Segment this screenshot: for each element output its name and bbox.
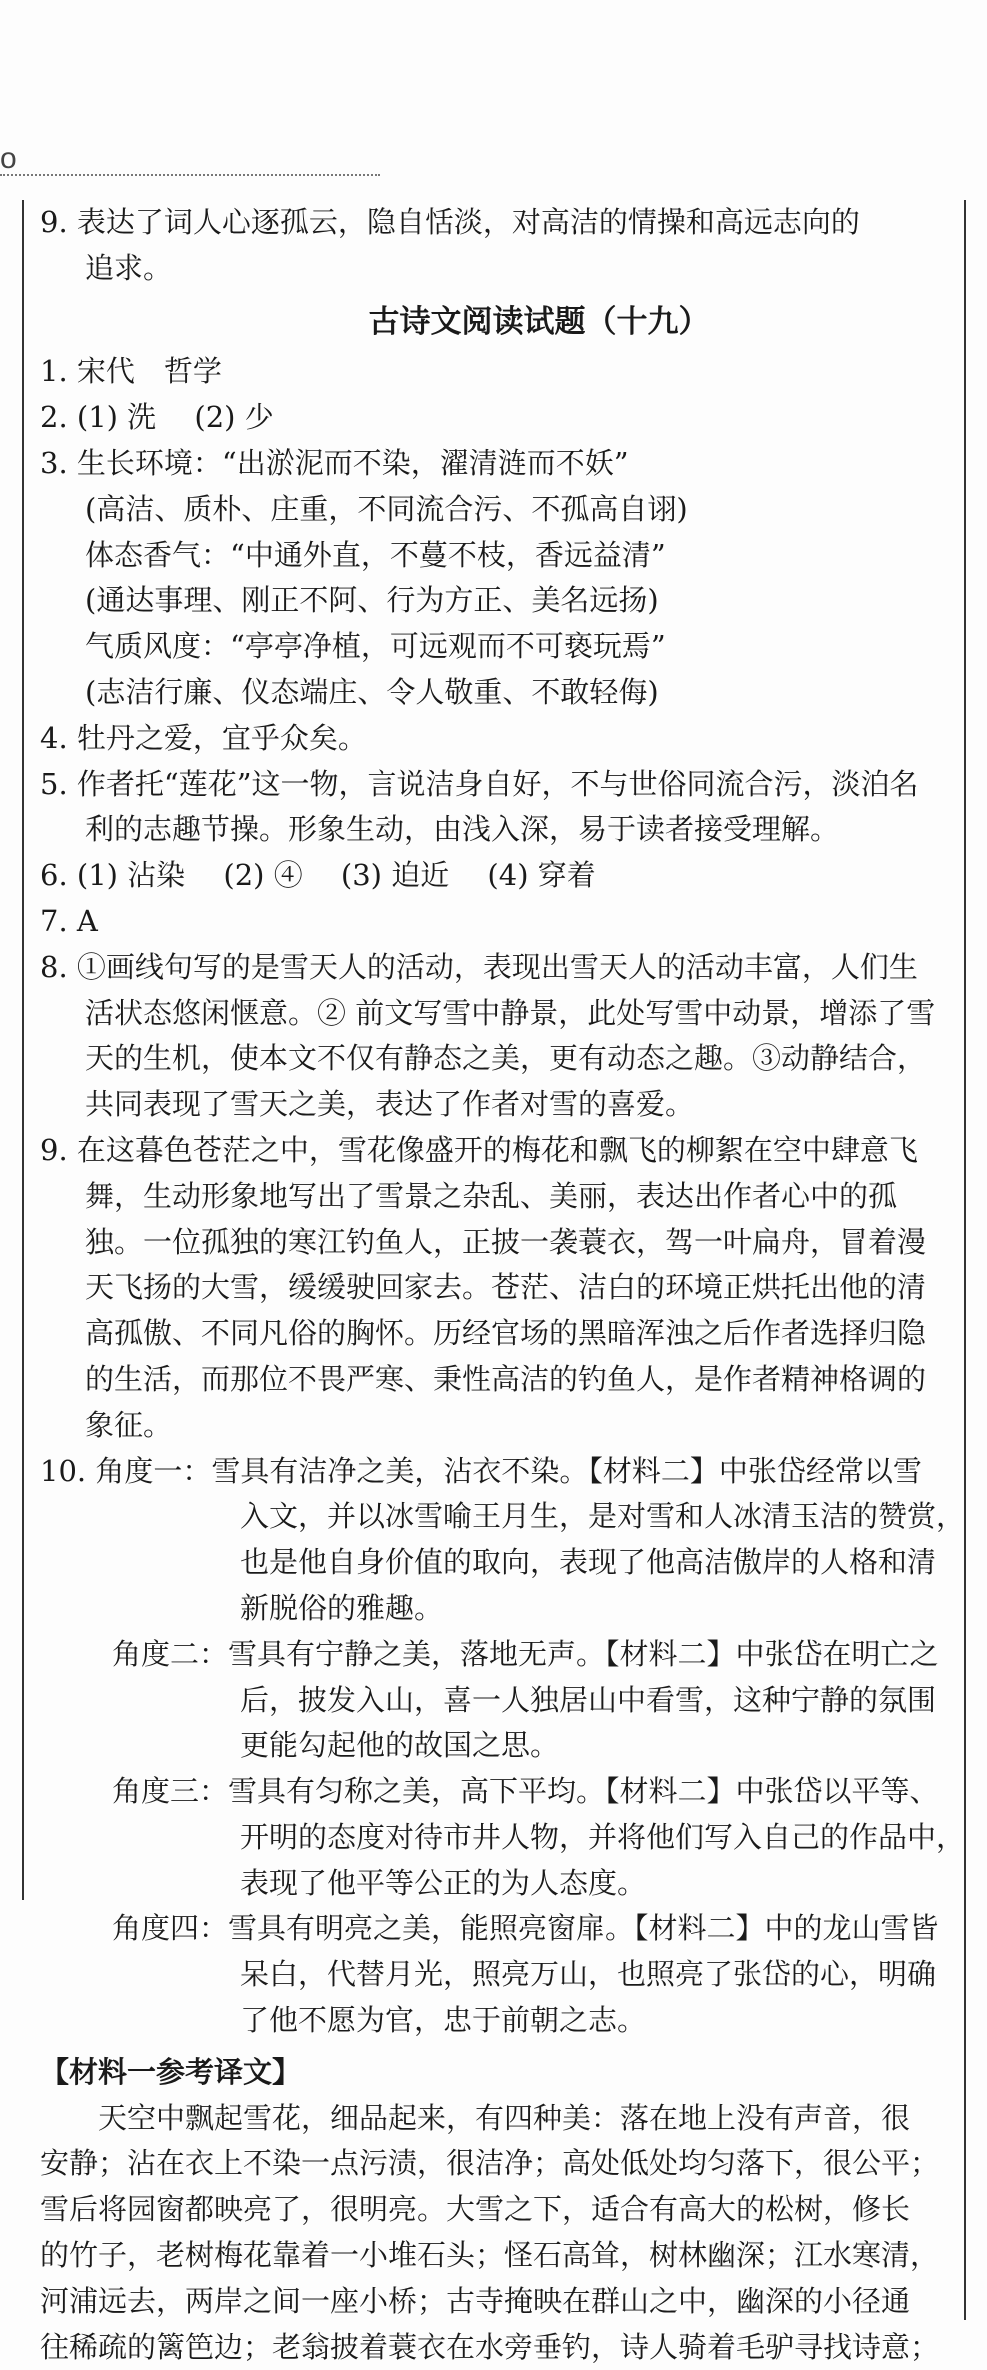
material-translation-line: 天空中飘起雪花，细品起来，有四种美：落在地上没有声音，很 <box>98 2100 911 2135</box>
answer-9-line: 天飞扬的大雪，缓缓驶回家去。苍茫、洁白的环境正烘托出他的清 <box>85 1270 927 1305</box>
prev-q9-line: 9. 表达了词人心逐孤云，隐自恬淡，对高洁的情操和高远志向的 <box>40 205 860 239</box>
section-heading: 古诗文阅读试题（十九） <box>368 303 710 340</box>
answer-10-angle1-line: 也是他自身价值的取向，表现了他高洁傲岸的人格和清 <box>240 1545 937 1580</box>
answer-10-angle1-line: 入文，并以冰雪喻王月生，是对雪和人冰清玉洁的赞赏， <box>240 1499 966 1534</box>
answer-9-line: 象征。 <box>85 1407 173 1442</box>
answer-10-angle2-line: 角度二：雪具有宁静之美，落地无声。【材料二】中张岱在明亡之 <box>112 1636 939 1671</box>
answer-8-line: 活状态悠闲惬意。② 前文写雪中静景，此处写雪中动景，增添了雪 <box>85 995 936 1030</box>
answer-9-line: 独。一位孤独的寒江钓鱼人，正披一袭蓑衣，驾一叶扁舟，冒着漫 <box>85 1224 927 1259</box>
material-translation-line: 安静；沾在衣上不染一点污渍，很洁净；高处低处均匀落下，很公平； <box>40 2146 940 2181</box>
answer-content <box>40 200 966 2370</box>
material-translation-line: 往稀疏的篱笆边；老翁披着蓑衣在水旁垂钓，诗人骑着毛驴寻找诗意； <box>40 2329 940 2364</box>
answer-3-line: 气质风度：“亭亭净植，可远观而不可亵玩焉” <box>85 629 666 664</box>
answer-5-line: 利的志趣节操。形象生动，由浅入深，易于读者接受理解。 <box>85 812 840 847</box>
answer-9-line: 9. 在这暮色苍茫之中，雪花像盛开的梅花和飘飞的柳絮在空中肆意飞 <box>40 1132 918 1167</box>
left-border-line <box>22 200 24 1900</box>
answer-10-angle2-line: 后，披发入山，喜一人独居山中看雪，这种宁静的氛围 <box>240 1682 937 1717</box>
material-translation-line: 河浦远去，两岸之间一座小桥；古寺掩映在群山之中，幽深的小径通 <box>40 2283 911 2318</box>
material-translation-line: 的竹子，老树梅花靠着一小堆石头；怪石高耸，树林幽深；江水寒清， <box>40 2238 940 2273</box>
material-translation-line: 雪后将园窗都映亮了，很明亮。大雪之下，适合有高大的松树，修长 <box>40 2192 911 2227</box>
answer-10-angle4-line: 角度四：雪具有明亮之美，能照亮窗扉。【材料二】中的龙山雪皆 <box>112 1911 939 1946</box>
answer-10-angle3-line: 角度三：雪具有匀称之美，高下平均。【材料二】中张岱以平等、 <box>112 1774 939 1809</box>
answer-9-line: 高孤傲、不同凡俗的胸怀。历经官场的黑暗浑浊之后作者选择归隐 <box>85 1316 927 1351</box>
prev-q9-line: 追求。 <box>85 250 173 285</box>
answer-9-line: 的生活，而那位不畏严寒、秉性高洁的钓鱼人，是作者精神格调的 <box>85 1361 927 1396</box>
answer-10-angle2-line: 更能勾起他的故国之思。 <box>240 1728 560 1763</box>
answer-6: 6. (1) 沾染 (2) ④ (3) 迫近 (4) 穿着 <box>40 858 596 893</box>
answer-10-angle4-line: 呆白，代替月光，照亮万山，也照亮了张岱的心，明确 <box>240 1957 937 1992</box>
answer-4: 4. 牡丹之爱，宜乎众矣。 <box>40 720 367 755</box>
answer-8-line: 共同表现了雪天之美，表达了作者对雪的喜爱。 <box>85 1087 695 1122</box>
answer-7: 7. A <box>40 903 98 938</box>
answer-3-line: (高洁、质朴、庄重，不同流合污、不孤高自诩) <box>85 491 688 526</box>
answer-10-angle1-line: 10. 角度一：雪具有洁净之美，沾衣不染。【材料二】中张岱经常以雪 <box>40 1453 922 1488</box>
answer-10-angle3-line: 表现了他平等公正的为人态度。 <box>240 1865 647 1900</box>
answer-3-line: 体态香气：“中通外直，不蔓不枝，香远益清” <box>85 537 666 572</box>
page-number-mark: o <box>0 142 17 175</box>
answer-1: 1. 宋代 哲学 <box>40 354 222 389</box>
answer-8-line: 8. ①画线句写的是雪天人的活动，表现出雪天人的活动丰富，人们生 <box>40 949 918 984</box>
answer-2: 2. (1) 洗 (2) 少 <box>40 400 274 435</box>
top-dotted-rule <box>0 174 380 176</box>
answer-3-line: (志洁行廉、仪态端庄、令人敬重、不敢轻侮) <box>85 674 659 709</box>
answer-9-line: 舞，生动形象地写出了雪景之杂乱、美丽，表达出作者心中的孤 <box>85 1178 898 1213</box>
answer-5-line: 5. 作者托“莲花”这一物，言说洁身自好，不与世俗同流合污，淡泊名 <box>40 766 919 801</box>
answer-10-angle4-line: 了他不愿为官，忠于前朝之志。 <box>240 2003 647 2038</box>
answer-10-angle3-line: 开明的态度对待市井人物，并将他们写入自己的作品中， <box>240 1819 966 1854</box>
right-border-line <box>964 200 966 2320</box>
answer-3-line: (通达事理、刚正不阿、行为方正、美名远扬) <box>85 583 659 618</box>
answer-3-line: 3. 生长环境：“出淤泥而不染，濯清涟而不妖” <box>40 445 629 480</box>
material-translation-title: 【材料一参考译文】 <box>40 2054 302 2089</box>
answer-10-angle1-line: 新脱俗的雅趣。 <box>240 1590 444 1625</box>
answer-8-line: 天的生机，使本文不仅有静态之美，更有动态之趣。③动静结合， <box>85 1041 927 1076</box>
